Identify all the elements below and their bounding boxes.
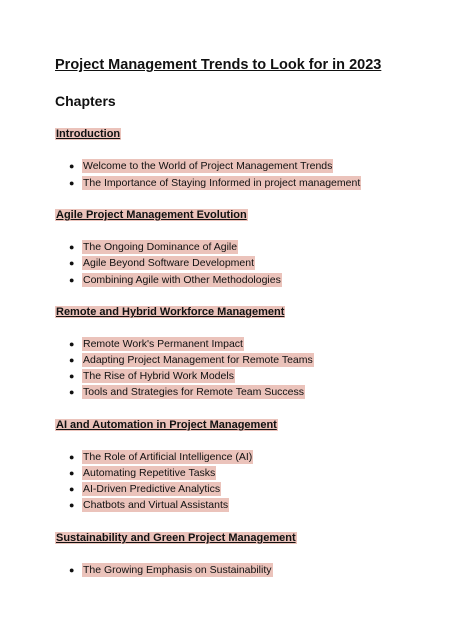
list-item	[69, 353, 314, 367]
bullet-icon: ●	[69, 339, 75, 349]
section-heading	[55, 417, 278, 433]
list-item	[69, 273, 282, 287]
bullet-icon: ●	[69, 355, 75, 365]
list-item	[69, 369, 235, 383]
list-item	[69, 159, 333, 173]
bullet-icon: ●	[69, 161, 75, 171]
list-item-text: The Role of Artificial Intelligence (AI)	[83, 451, 253, 463]
bullet-icon: ●	[69, 275, 75, 285]
section-heading-text: AI and Automation in Project Management	[56, 419, 277, 431]
section-heading-text: Introduction	[56, 128, 121, 140]
bullet-icon: ●	[69, 258, 75, 268]
section-heading	[55, 126, 121, 142]
list-item-text: The Importance of Staying Informed in project management	[83, 177, 361, 189]
list-item-text: The Ongoing Dominance of Agile	[83, 241, 238, 253]
bullet-icon: ●	[69, 468, 75, 478]
section-heading	[55, 304, 285, 320]
list-item-text: Chatbots and Virtual Assistants	[83, 499, 229, 511]
list-item-text: Combining Agile with Other Methodologies	[83, 274, 281, 286]
section-heading-text: Sustainability and Green Project Management	[56, 532, 296, 544]
list-item	[69, 498, 229, 512]
section-heading	[55, 530, 297, 546]
list-item-text: The Rise of Hybrid Work Models	[83, 370, 234, 382]
list-item-text: Remote Work's Permanent Impact	[83, 338, 243, 350]
bullet-icon: ●	[69, 387, 75, 397]
bullet-icon: ●	[69, 565, 75, 575]
list-item	[69, 482, 221, 496]
bullet-icon: ●	[69, 178, 75, 188]
bullet-icon: ●	[69, 371, 75, 381]
list-item	[69, 337, 244, 351]
list-item-text: Welcome to the World of Project Management Trends	[83, 160, 333, 172]
section-heading-text: Agile Project Management Evolution	[56, 209, 247, 221]
list-item	[69, 240, 238, 254]
list-item	[69, 450, 253, 464]
list-item-text: The Growing Emphasis on Sustainability	[83, 564, 272, 576]
document-title: Project Management Trends to Look for in 2023	[55, 57, 382, 73]
list-item	[69, 466, 216, 480]
bullet-icon: ●	[69, 484, 75, 494]
bullet-icon: ●	[69, 242, 75, 252]
chapters-heading: Chapters	[55, 93, 116, 109]
list-item-text: Agile Beyond Software Development	[83, 257, 255, 269]
list-item	[69, 176, 361, 190]
list-item-text: Adapting Project Management for Remote Teams	[83, 354, 313, 366]
list-item	[69, 563, 273, 577]
section-heading-text: Remote and Hybrid Workforce Management	[56, 306, 285, 318]
bullet-icon: ●	[69, 452, 75, 462]
list-item-text: Tools and Strategies for Remote Team Success	[83, 386, 304, 398]
list-item	[69, 256, 255, 270]
bullet-icon: ●	[69, 500, 75, 510]
list-item-text: AI-Driven Predictive Analytics	[83, 483, 221, 495]
list-item	[69, 385, 305, 399]
section-heading	[55, 207, 248, 223]
list-item-text: Automating Repetitive Tasks	[83, 467, 216, 479]
